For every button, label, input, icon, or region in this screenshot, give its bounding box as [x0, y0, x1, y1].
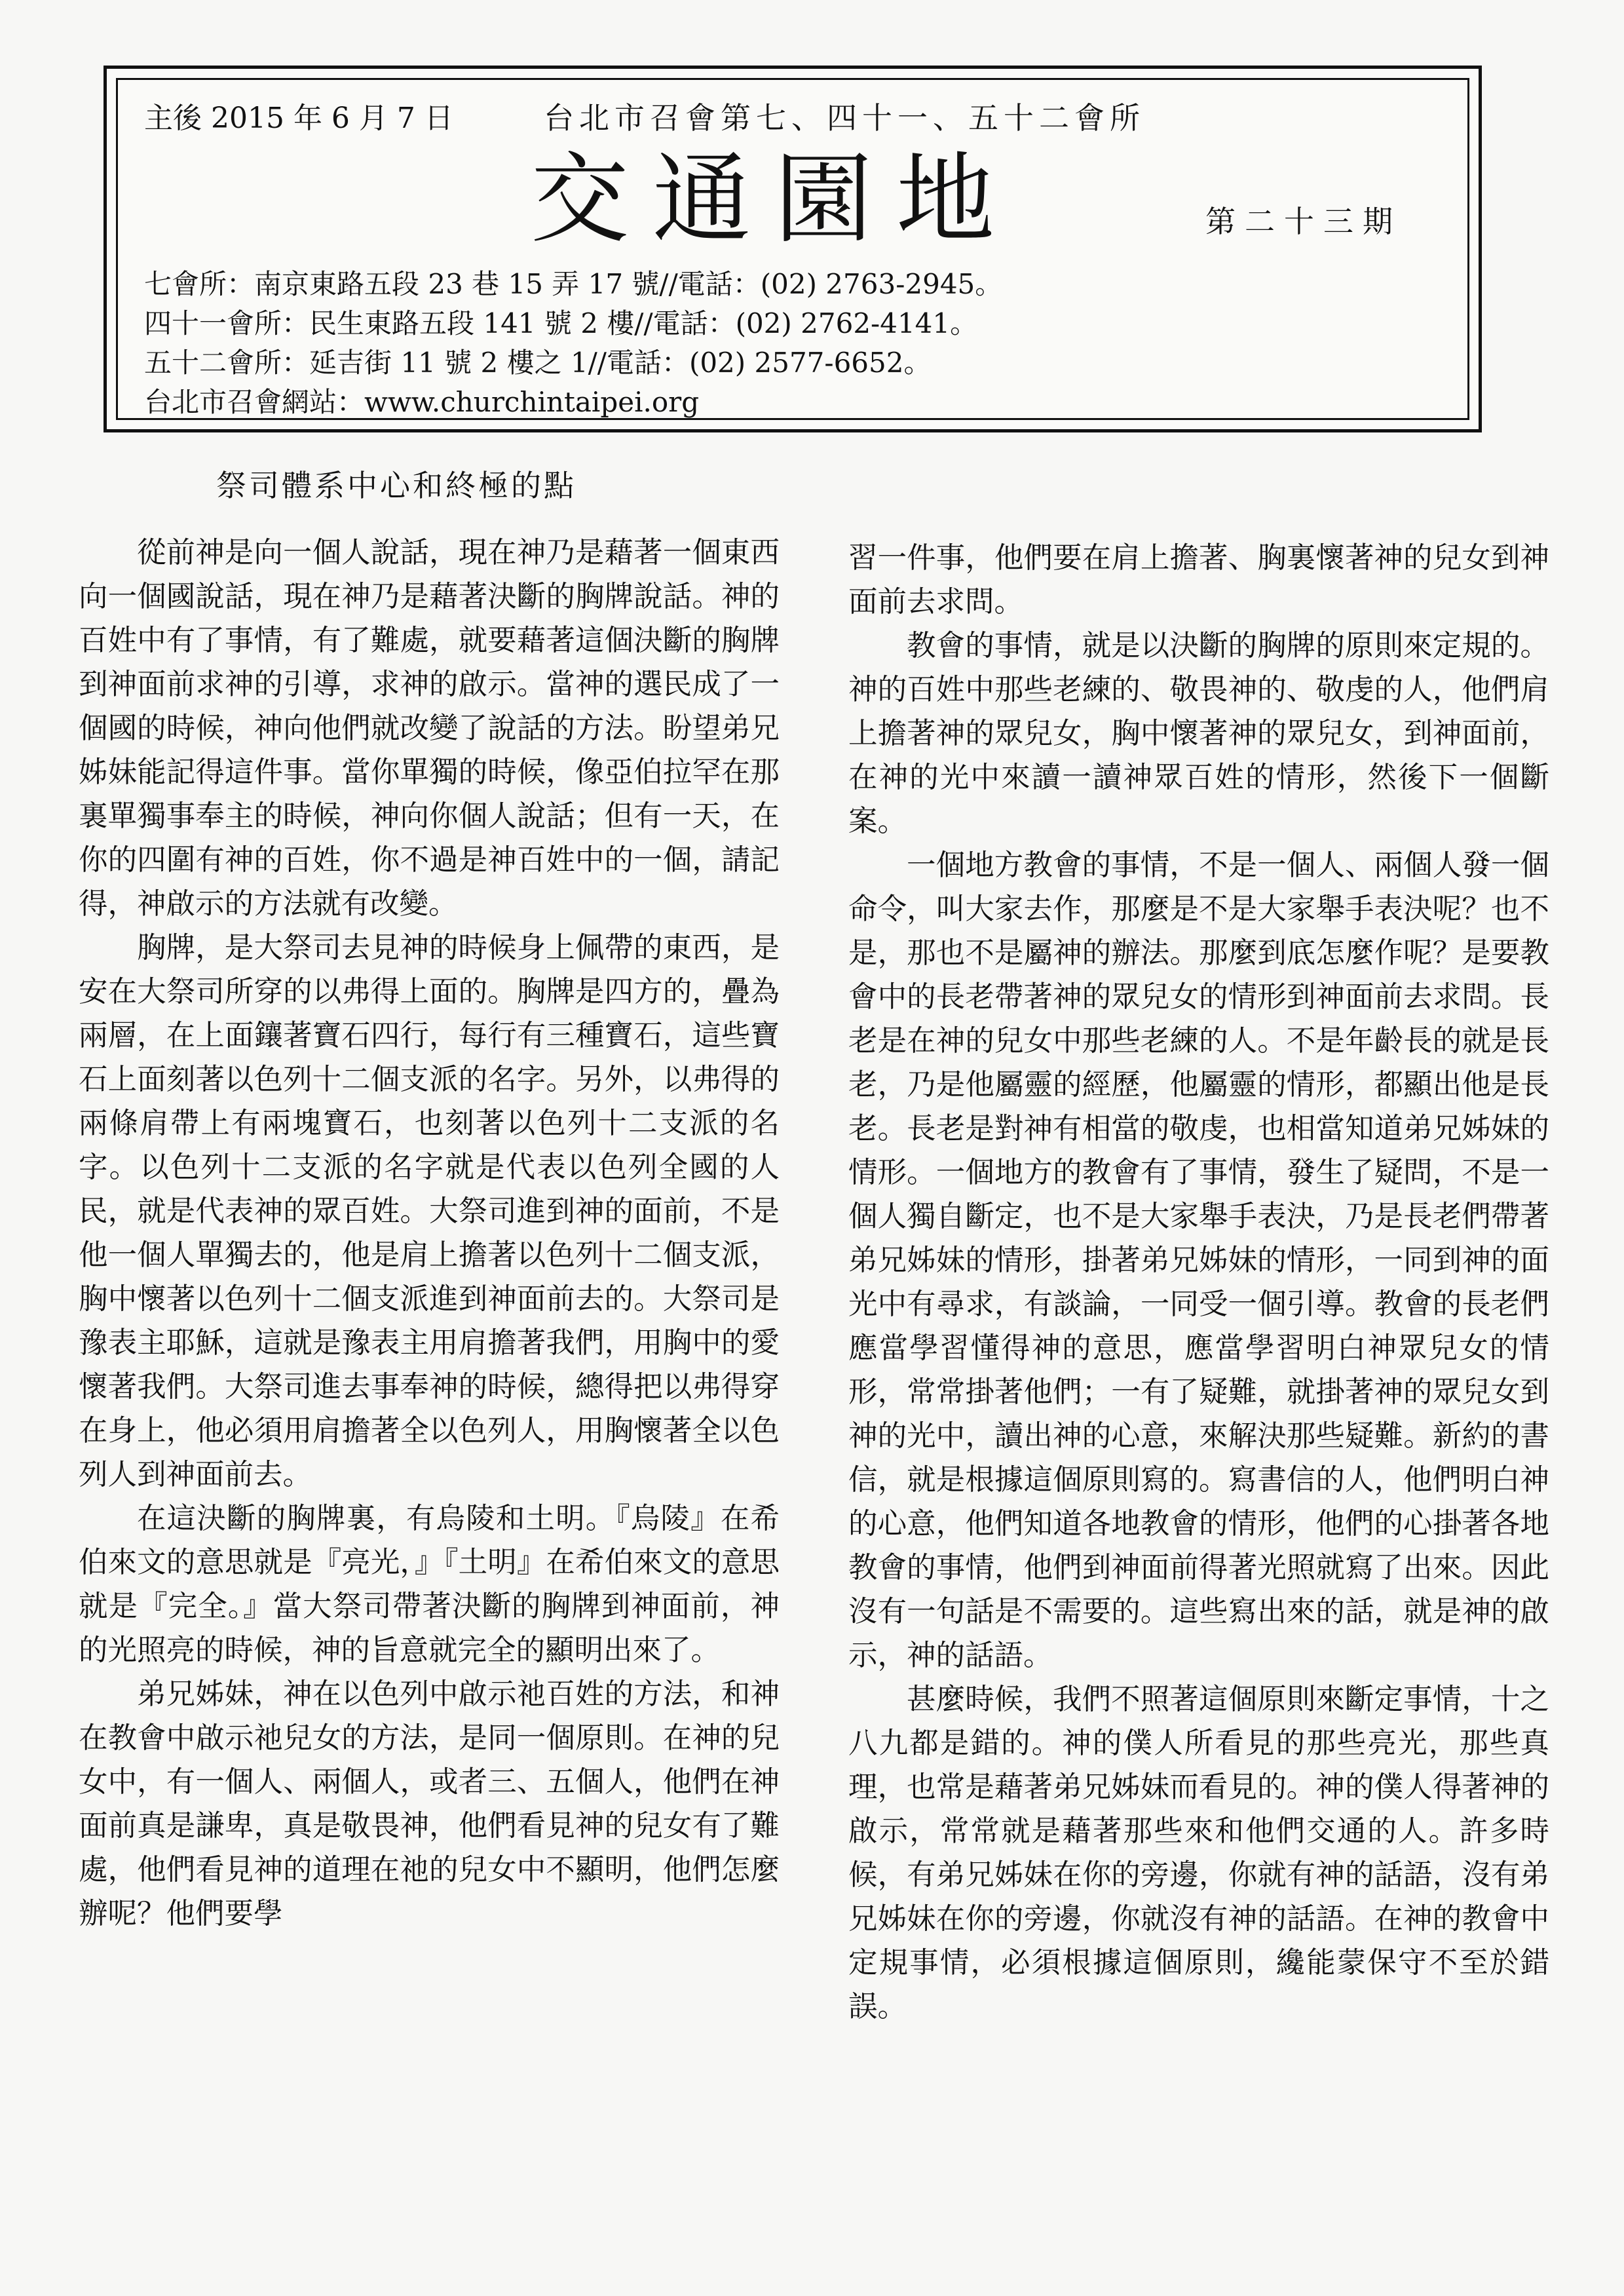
paragraph: 一個地方教會的事情，不是一個人、兩個人發一個命令，叫大家去作，那麼是不是大家舉手表決呢？也不是，那也不是屬神的辦法。那麼到底怎麼作呢？是要教會中的長老帶著神的眾兒女的情形到神面前去求問。長老是在神的兒女中那些老練的人。不是年齡長的就是長老，乃是他屬靈的經歷，他屬靈的情形，都顯出他是長老。長老是對神有相當的敬虔，也相當知道弟兄姊妹的情形。一個地方的教會有了事情，發生了疑問，不是一個人獨自斷定，也不是大家舉手表決，乃是長老們帶著弟兄姊妹的情形，掛著弟兄姊妹的情形，一同到神的面光中有尋求，有談論，一同受一個引導。教會的長老們應當學習懂得神的意思，應當學習明白神眾兒女的情形，常常掛著他們；一有了疑難，就掛著神的眾兒女到神的光中，讀出神的心意，來解決那些疑難。新約的書信，就是根據這個原則寫的。寫書信的人，他們明白神的心意，他們知道各地教會的情形，他們的心掛著各地教會的事情，他們到神面前得著光照就寫了出來。因此沒有一句話是不需要的。這些寫出來的話，就是神的啟示，神的話語。: [848, 849, 1549, 1672]
paragraph: 教會的事情，就是以決斷的胸牌的原則來定規的。神的百姓中那些老練的、敬畏神的、敬虔的人，他們肩上擔著神的眾兒女，胸中懷著神的眾兒女，到神面前，在神的光中來讀一讀神眾百姓的情形，然後下一個斷案。: [848, 629, 1549, 838]
paragraph: 甚麼時候，我們不照著這個原則來斷定事情，十之八九都是錯的。神的僕人所看見的那些亮光，那些真理，也常是藉著弟兄姊妹而看見的。神的僕人得著神的啟示，常常就是藉著那些來和他們交通的人。許多時候，有弟兄姊妹在你的旁邊，你就有神的話語，沒有弟兄姊妹在你的旁邊，你就沒有神的話語。在神的教會中定規事情，必須根據這個原則，纔能蒙保守不至於錯誤。: [848, 1683, 1549, 2023]
district-name: 台北市召會第七、四十一、五十二會所: [544, 100, 1145, 136]
paragraph: 從前神是向一個人說話，現在神乃是藉著一個東西向一個國說話，現在神乃是藉著決斷的胸牌說話。神的百姓中有了事情，有了難處，就要藉著這個決斷的胸牌到神面前求神的引導，求神的啟示。當神的選民成了一個國的時候，神向他們就改變了說話的方法。盼望弟兄姊妹能記得這件事。當你單獨的時候，像亞伯拉罕在那裏單獨事奉主的時候，神向你個人說話；但有一天，在你的四圍有神的百姓，你不過是神百姓中的一個，請記得，神啟示的方法就有改變。: [79, 536, 780, 921]
address-line-7: 七會所：南京東路五段 23 巷 15 弄 17 號//電話：(02) 2763-2945。: [144, 268, 1003, 300]
right-column: [848, 536, 1549, 2029]
issue-number: 第二十三期: [1205, 204, 1402, 239]
masthead: [104, 66, 1482, 432]
address-line-52: 五十二會所：延吉街 11 號 2 樓之 1//電話：(02) 2577-6652。: [144, 347, 932, 379]
newsletter-title: 交通園地: [531, 143, 1019, 257]
address-line-41: 四十一會所：民生東路五段 141 號 2 樓//電話：(02) 2762-4141。: [144, 307, 978, 339]
address-list: [144, 265, 1002, 422]
paragraph: 在這決斷的胸牌裏，有烏陵和土明。『烏陵』在希伯來文的意思就是『亮光，』『土明』在希伯來文的意思就是『完全。』當大祭司帶著決斷的胸牌到神面前，神的光照亮的時候，神的旨意就完全的顯明出來了。: [79, 1502, 780, 1667]
paragraph: 弟兄姊妹，神在以色列中啟示祂百姓的方法，和神在教會中啟示祂兒女的方法，是同一個原則。在神的兒女中，有一個人、兩個人，或者三、五個人，他們在神面前真是謙卑，真是敬畏神，他們看見神的兒女有了難處，他們看見神的道理在祂的兒女中不顯明，他們怎麼辦呢？他們要學: [79, 1677, 780, 1930]
website-line: 台北市召會網站：www.churchintaipei.org: [144, 386, 700, 418]
paragraph: 胸牌，是大祭司去見神的時候身上佩帶的東西，是安在大祭司所穿的以弗得上面的。胸牌是四方的，疊為兩層，在上面鑲著寶石四行，每行有三種寶石，這些寶石上面刻著以色列十二個支派的名字。另外，以弗得的兩條肩帶上有兩塊寶石，也刻著以色列十二支派的名字。以色列十二支派的名字就是代表以色列全國的人民，就是代表神的眾百姓。大祭司進到神的面前，不是他一個人單獨去的，他是肩上擔著以色列十二個支派，胸中懷著以色列十二個支派進到神面前去的。大祭司是豫表主耶穌，這就是豫表主用肩擔著我們，用胸中的愛懷著我們。大祭司進去事奉神的時候，總得把以弗得穿在身上，他必須用肩擔著全以色列人，用胸懷著全以色列人到神面前去。: [79, 931, 780, 1491]
issue-date: 主後 2015 年 6 月 7 日: [144, 102, 453, 135]
left-column: [79, 531, 780, 1936]
masthead-inner-border: [116, 78, 1469, 420]
paragraph-continued: 習一件事，他們要在肩上擔著、胸裏懷著神的兒女到神面前去求問。: [848, 541, 1549, 619]
article-title: 祭司體系中心和終極的點: [216, 468, 576, 503]
